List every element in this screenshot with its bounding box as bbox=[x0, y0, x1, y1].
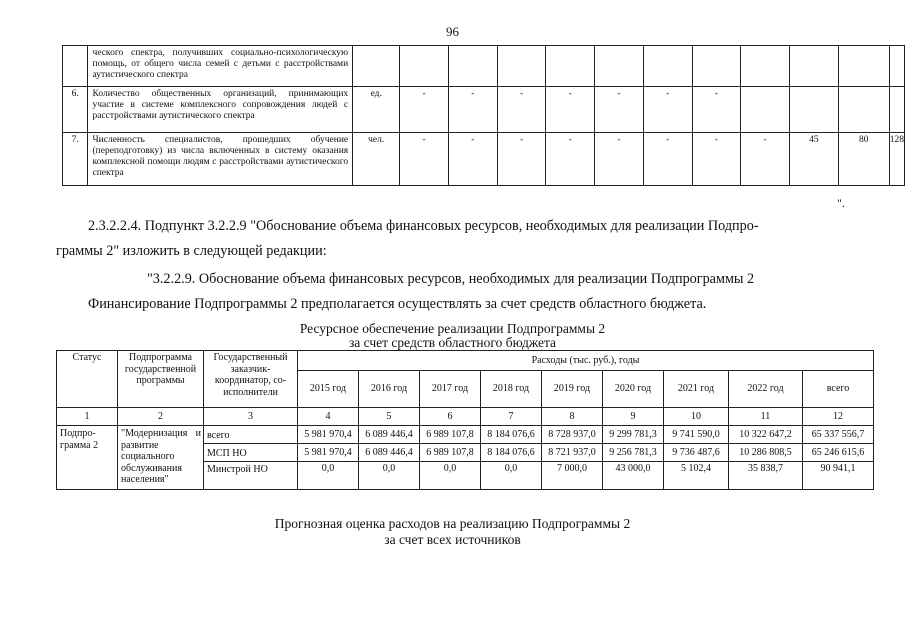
table-row: Минстрой НО 0,0 0,0 0,0 0,0 7 000,0 43 000,0 5 102,4 35 838,7 90 941,1 bbox=[57, 462, 874, 490]
header-customer: Государственный заказчик-координатор, со-исполнители bbox=[204, 351, 298, 408]
header-year: 2021 год bbox=[664, 371, 729, 408]
column-number-row: 1 2 3 4 5 6 7 8 9 10 11 12 bbox=[57, 408, 874, 426]
customer-cell: всего bbox=[204, 426, 298, 444]
header-year: 2019 год bbox=[542, 371, 603, 408]
forecast-title-line1: Прогнозная оценка расходов на реализацию Подпрограммы 2 bbox=[274, 516, 631, 531]
resource-table bbox=[56, 350, 874, 490]
header-program: Подпрограмма государственной программы bbox=[118, 351, 204, 408]
header-year: 2016 год bbox=[359, 371, 420, 408]
program-name-cell: "Модернизация и развитие социального обслуживания населения" bbox=[118, 426, 204, 490]
page-number: 96 bbox=[446, 24, 459, 39]
paragraph-financing: Финансирование Подпрограммы 2 предполагается осуществлять за счет средств областного бюджета. bbox=[88, 296, 707, 312]
table-title-line2: за счет средств областного бюджета bbox=[348, 335, 557, 350]
status-cell: Подпро-грамма 2 bbox=[57, 426, 118, 490]
indicator-description: Количество общественных организаций, принимающих участие в системе комплексного сопровождения людей с расстройствами аутистического спектра bbox=[88, 87, 353, 133]
customer-cell: Минстрой НО bbox=[204, 462, 298, 490]
indicator-description: ческого спектра, получивших социально-психологическую помощь, от общего числа семей с детьми с расстройствами аутистического спектра bbox=[88, 46, 353, 87]
header-expenses: Расходы (тыс. руб.), годы bbox=[298, 351, 874, 371]
table-row: Подпро-грамма 2 "Модернизация и развитие социального обслуживания населения" всего 5 981 970,4 6 089 446,4 6 989 107,8 8 184 076,6 8 728 937,0 9 299 781,3 9 741 590,0 10 322 647,2 65 337 556,7 bbox=[57, 426, 874, 444]
indicator-row: 7. Численность специалистов, прошедших обучение (переподготовку) из числа включенных в систему оказания комплексной помощи людям с расстройствами аутистического спектра чел. - - - - - - - - 45 80 128 bbox=[63, 133, 905, 186]
table-title-line1: Ресурсное обеспечение реализации Подпрограммы 2 bbox=[299, 321, 606, 336]
customer-cell: МСП НО bbox=[204, 444, 298, 462]
forecast-title-line2: за счет всех источников bbox=[384, 532, 521, 547]
header-year: 2015 год bbox=[298, 371, 359, 408]
header-status: Статус bbox=[57, 351, 118, 408]
header-year: 2017 год bbox=[420, 371, 481, 408]
paragraph-subsection-title: "3.2.2.9. Обоснование объема финансовых ресурсов, необходимых для реализации Подпрограммы 2 bbox=[147, 271, 755, 287]
indicator-description: Численность специалистов, прошедших обучение (переподготовку) из числа включенных в систему оказания комплексной помощи людям с расстройствами аутистического спектра bbox=[88, 133, 353, 186]
header-year: 2020 год bbox=[603, 371, 664, 408]
paragraph-amendment-line1: 2.3.2.2.4. Подпункт 3.2.2.9 "Обоснование объема финансовых ресурсов, необходимых для реализации Подпро- bbox=[88, 218, 759, 234]
header-row bbox=[57, 351, 874, 371]
header-year: 2022 год bbox=[729, 371, 803, 408]
header-year: 2018 год bbox=[481, 371, 542, 408]
header-total: всего bbox=[803, 371, 874, 408]
paragraph-amendment-line2: граммы 2" изложить в следующей редакции: bbox=[56, 243, 327, 259]
table-row: МСП НО 5 981 970,4 6 089 446,4 6 989 107,8 8 184 076,6 8 721 937,0 9 256 781,3 9 736 487,6 10 286 808,5 65 246 615,6 bbox=[57, 444, 874, 462]
closing-quote: ". bbox=[837, 196, 845, 210]
indicators-table bbox=[62, 45, 905, 186]
indicator-row: 6. Количество общественных организаций, принимающих участие в системе комплексного сопровождения людей с расстройствами аутистического спектра ед. - - - - - - - bbox=[63, 87, 905, 133]
indicator-row bbox=[63, 46, 905, 87]
